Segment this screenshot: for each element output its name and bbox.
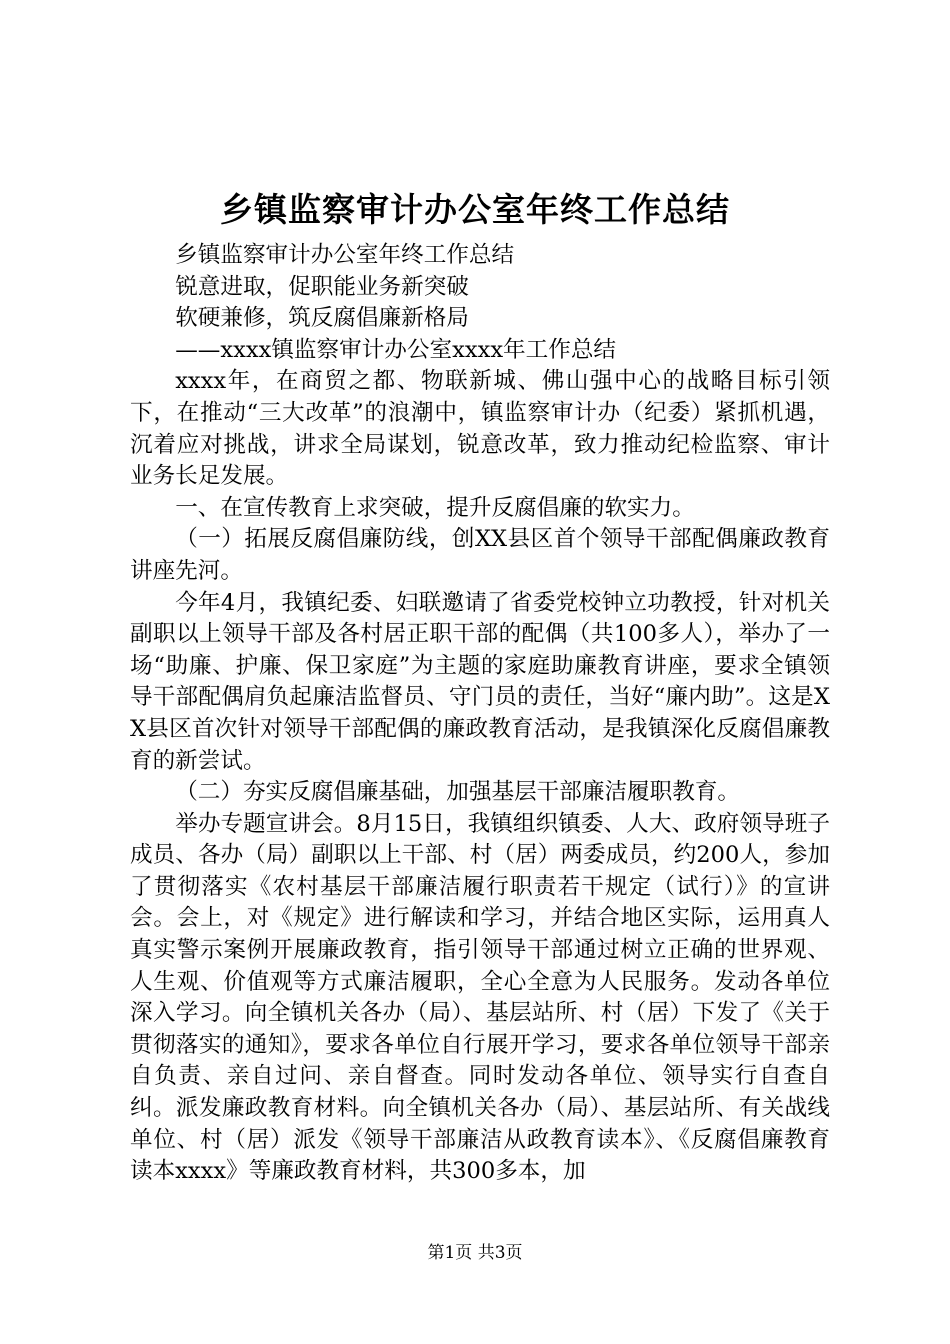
paragraph-april-lecture: 今年4月，我镇纪委、妇联邀请了省委党校钟立功教授，针对机关副职以上领导干部及各村居正职干部的配偶（共100多人），举办了一场“助廉、护廉、保卫家庭”为主题的家庭助廉教育讲座，要求全镇领导干部配偶肩负起廉洁监督员、守门员的责任，当好“廉内助”。这是XX县区首次针对领导干部配偶的廉政教育活动，是我镇深化反腐倡廉教育的新尝试。 [130,589,830,774]
paragraph-briefing-session: 举办专题宣讲会。8月15日，我镇组织镇委、人大、政府领导班子成员、各办（局）副职以上干部、村（居）两委成员，约200人，参加了贯彻落实《农村基层干部廉洁履行职责若干规定（试行）》的宣讲会。会上，对《规定》进行解读和学习，并结合地区实际，运用真人真实警示案例开展廉政教育，指引领导干部通过树立正确的世界观、人生观、价值观等方式廉洁履职，全心全意为人民服务。发动各单位深入学习。向全镇机关各办（局）、基层站所、村（居）下发了《关于贯彻落实的通知》，要求各单位自行展开学习，要求各单位领导干部亲自负责、亲自过问、亲自督查。同时发动各单位、领导实行自查自纠。派发廉政教育材料。向全镇机关各办（局）、基层站所、有关战线单位、村（居）派发《领导干部廉洁从政教育读本》、《反腐倡廉教育读本xxxx》等廉政教育材料，共300多本，加 [130,810,830,1185]
paragraph-subsection-1: （一）拓展反腐倡廉防线，创XX县区首个领导干部配偶廉政教育讲座先河。 [130,526,830,584]
paragraph-intro: xxxx年，在商贸之都、物联新城、佛山强中心的战略目标引领下，在推动“三大改革”的浪潮中，镇监察审计办（纪委）紧抓机遇，沉着应对挑战，讲求全局谋划，锐意改革，致力推动纪检监察、审计业务长足发展。 [130,368,830,490]
paragraph-subtitle-1: 锐意进取，促职能业务新突破 [175,273,469,300]
page-number-footer: 第1页 共3页 [427,1243,523,1263]
paragraph-subtitle-2: 软硬兼修，筑反腐倡廉新格局 [175,305,469,332]
paragraph-section-1: 一、在宣传教育上求突破，提升反腐倡廉的软实力。 [175,494,695,521]
paragraph-heading-repeat: 乡镇监察审计办公室年终工作总结 [175,242,515,268]
document-title: 乡镇监察审计办公室年终工作总结 [220,190,730,229]
document-body [130,240,830,1188]
paragraph-byline: ——xxxx镇监察审计办公室xxxx年工作总结 [175,336,617,363]
paragraph-subsection-2: （二）夯实反腐倡廉基础，加强基层干部廉洁履职教育。 [175,779,741,806]
